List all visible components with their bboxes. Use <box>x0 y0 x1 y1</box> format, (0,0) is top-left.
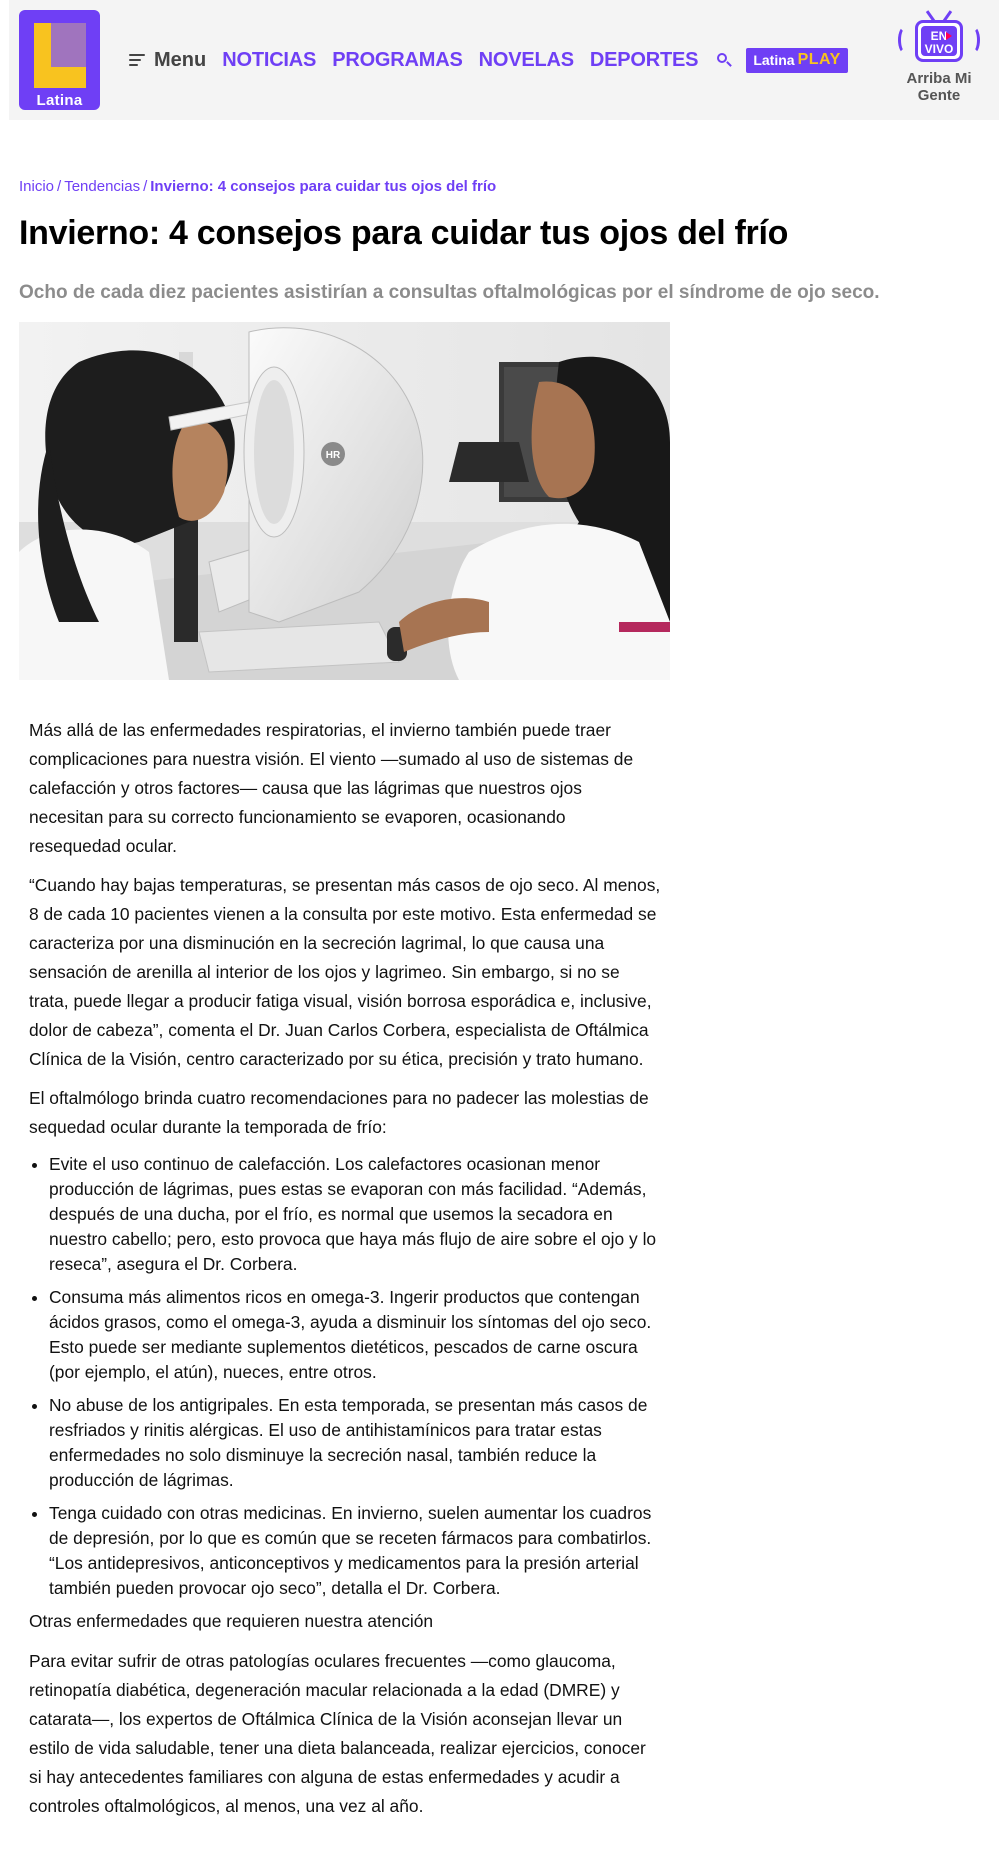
section-heading: Otras enfermedades que requieren nuestra atención <box>29 1611 434 1631</box>
list-item: • Consuma más alimentos ricos en omega-3. Ingerir productos que contengan ácidos grasos, como el omega-3, ayuda a disminuir los síntomas del ojo seco. Esto puede ser mediante suplementos dietéticos, pescados de carne oscura (por ejemplo, el atún), nueces, entre otros. <box>49 1285 661 1385</box>
page-title: Invierno: 4 consejos para cuidar tus ojos del frío <box>19 214 789 252</box>
latina-logo[interactable] <box>19 10 100 110</box>
live-badge-line2: VIVO <box>924 42 954 56</box>
list-item: • No abuse de los antigripales. En esta temporada, se presentan más casos de resfriados y rinitis alérgicas. El uso de antihistamínicos para tratar estas enfermedades no solo disminuye la secreción nasal, también reduce la producción de lágrimas. <box>49 1393 661 1493</box>
nav-link-deportes[interactable]: DEPORTES <box>589 48 699 71</box>
list-item: • Tenga cuidado con otras medicinas. En invierno, suelen aumentar los cuadros de depresión, por lo que es común que se receten fármacos para combatirlos. “Los antidepresivos, anticonceptivos y medicamentos para la presión arterial también pueden provocar ojo seco”, detalla el Dr. Corbera. <box>49 1501 661 1601</box>
play-badge-play: PLAY <box>797 51 841 68</box>
tv-live-icon <box>896 10 982 66</box>
play-triangle-icon <box>946 32 952 40</box>
machine-label: HR <box>325 450 341 461</box>
nav-link-programas[interactable]: PROGRAMAS <box>332 48 463 71</box>
article-subtitle: Ocho de cada diez pacientes asistirían a consultas oftalmológicas por el síndrome de ojo seco. <box>19 282 880 303</box>
live-button[interactable] <box>889 10 989 104</box>
article-paragraph: Para evitar sufrir de otras patologías oculares frecuentes —como glaucoma, retinopatía diabética, degeneración macular relacionada a la edad (DMRE) y catarata—, los expertos de Oftálmica Clínica de la Visión aconsejan llevar un estilo de vida saludable, tener una dieta balanceada, realizar ejercicios, conocer si hay antecedentes familiares con alguna de estas enfermedades y acudir a controles oftalmológicos, al menos, una vez al año. <box>29 1651 646 1816</box>
breadcrumb-home[interactable]: Inicio <box>19 178 55 195</box>
main-nav <box>129 0 848 120</box>
site-header <box>9 0 999 120</box>
article-body <box>29 716 661 1831</box>
live-badge-line1: EN <box>930 29 948 43</box>
logo-text: Latina <box>36 92 83 109</box>
nav-link-novelas[interactable]: NOVELAS <box>478 48 574 71</box>
breadcrumb-section[interactable]: Tendencias <box>64 178 141 195</box>
hero-image <box>19 322 670 680</box>
breadcrumb-current: Invierno: 4 consejos para cuidar tus ojos del frío <box>150 178 497 195</box>
search-icon[interactable] <box>716 52 732 68</box>
list-item: • Evite el uso continuo de calefacción. Los calefactores ocasionan menor producción de lágrimas, pues estas se evaporan con más facilidad. “Además, después de una ducha, por el frío, es normal que usemos la secadora en nuestro cabello; pero, esto provoca que haya más flujo de aire sobre el ojo y lo reseca”, asegura el Dr. Corbera. <box>49 1152 661 1277</box>
article-paragraph: “Cuando hay bajas temperaturas, se presentan más casos de ojo seco. Al menos, 8 de cada 10 pacientes vienen a la consulta por este motivo. Esta enfermedad se caracteriza por una disminución en la secreción lagrimal, lo que causa una sensación de arenilla al interior de los ojos y lagrimeo. Sin embargo, si no se trata, puede llegar a producir fatiga visual, visión borrosa esporádica e, inclusive, dolor de cabeza”, comenta el Dr. Juan Carlos Corbera, especialista de Oftálmica Clínica de la Visión, centro caracterizado por su ética, precisión y trato humano. <box>29 875 661 1069</box>
tips-list <box>49 1152 661 1601</box>
menu-button[interactable] <box>129 49 206 72</box>
hamburger-icon <box>129 54 145 66</box>
nav-link-noticias[interactable]: NOTICIAS <box>222 48 317 71</box>
article-paragraph: El oftalmólogo brinda cuatro recomendaciones para no padecer las molestias de sequedad ocular durante la temporada de frío: <box>29 1088 649 1137</box>
article-paragraph: Más allá de las enfermedades respiratorias, el invierno también puede traer complicaciones para nuestra visión. El viento —sumado al uso de sistemas de calefacción y otros factores— causa que las lágrimas que nuestros ojos necesitan para su correcto funcionamiento se evaporen, ocasionando resequedad ocular. <box>29 720 634 856</box>
latina-play-button[interactable] <box>746 48 847 73</box>
live-label: Arriba Mi Gente <box>906 70 972 104</box>
breadcrumb: Inicio / Tendencias / Invierno: 4 consejos para cuidar tus ojos del frío <box>19 178 497 195</box>
play-badge-latina: Latina <box>753 52 795 68</box>
menu-label: Menu <box>154 48 207 71</box>
